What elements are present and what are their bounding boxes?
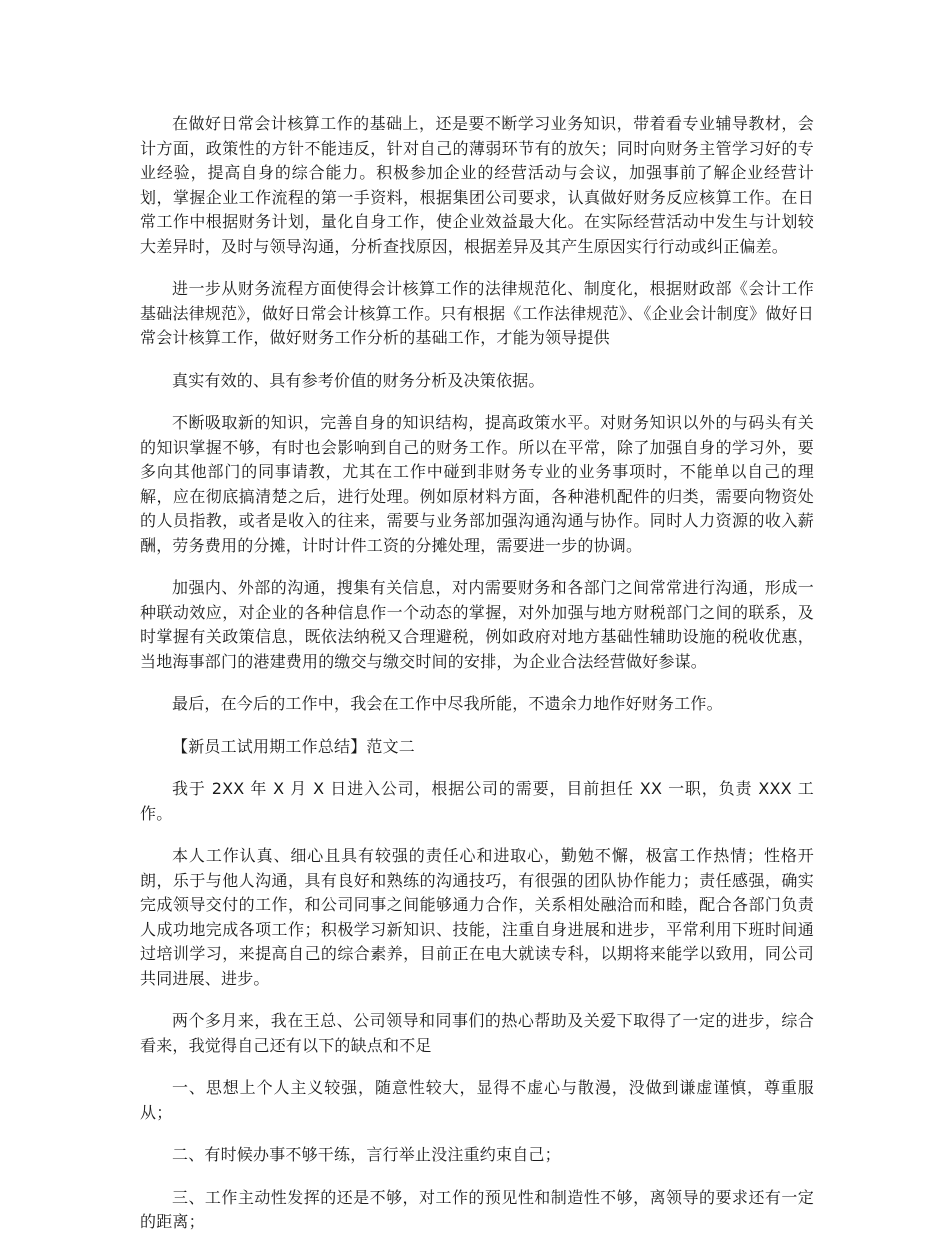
list-item-shortcoming-2: 二、有时候办事不够干练，言行举止没注重约束自己； [172,1145,561,1164]
paragraph-self-assessment: 本人工作认真、细心且具有较强的责任心和进取心，勤勉不懈，极富工作热情；性格开朗，乐于与他人沟通，具有良好和熟练的沟通技巧，有很强的团队协作能力；责任感强，确实完成领导交付的工作，和公司同事之间能够通力合作，关系相处融洽而和睦，配合各部门负责人成功地完成各项工作；积极学习新知识、技能，注重自身进展和进步，平常利用下班时间通过培训学习，来提高自己的综合素养，目前正在电大就读专科，以期将来能学以致用，同公司共同进展、进步。 [140,846,814,988]
paragraph-accounting-study: 在做好日常会计核算工作的基础上，还是要不断学习业务知识，带着看专业辅导教材，会计方面，政策性的方针不能违反，针对自己的薄弱环节有的放矢；同时向财务主管学习好的专业经验，提高自身的综合能力。积极参加企业的经营活动与会议，加强事前了解企业经营计划，掌握企业工作流程的第一手资料，根据集团公司要求，认真做好财务反应核算工作。在日常工作中根据财务计划，量化自身工作，使企业效益最大化。在实际经营活动中发生与计划较大差异时，及时与领导沟通，分析查找原因，根据差异及其产生原因实行行动或纠正偏差。 [140,114,814,256]
section-heading: 【新员工试用期工作总结】范文二 [172,736,416,756]
list-item-shortcoming-3: 三、工作主动性发挥的还是不够，对工作的预见性和制造性不够，离领导的要求还有一定的距离； [140,1187,814,1231]
paragraph-joining: 我于 2XX 年 X 月 X 日进入公司，根据公司的需要，目前担任 XX 一职，负责 XXX 工作。 [140,779,814,823]
paragraph-new-knowledge: 不断吸取新的知识，完善自身的知识结构，提高政策水平。对财务知识以外的与码头有关的知识掌握不够，有时也会影响到自己的财务工作。所以在平常，除了加强自身的学习外，要多向其他部门的同事请教，尤其在工作中碰到非财务专业的业务事项时，不能单以自己的理解，应在彻底搞清楚之后，进行处理。例如原材料方面，各种港机配件的归类，需要向物资处的人员指教，或者是收入的往来，需要与业务部加强沟通沟通与协作。同时人力资源的收入薪酬，劳务费用的分摊，计时计件工资的分摊处理，需要进一步的协调。 [140,413,814,555]
paragraph-decision-basis: 真实有效的、具有参考价值的财务分析及决策依据。 [172,370,545,390]
paragraph-communication: 加强内、外部的沟通，搜集有关信息，对内需要财务和各部门之间常常进行沟通，形成一种联动效应，对企业的各种信息作一个动态的掌握，对外加强与地方财税部门之间的联系，及时掌握有关政策信息，既依法纳税又合理避税，例如政府对地方基础性辅助设施的税收优惠，当地海事部门的港建费用的缴交与缴交时间的安排，为企业合法经营做好参谋。 [140,578,814,671]
paragraph-legal-standardization: 进一步从财务流程方面使得会计核算工作的法律规范化、制度化，根据财政部《会计工作基础法律规范》，做好日常会计核算工作。只有根据《工作法律规范》、《企业会计制度》做好日常会计核算工作，做好财务工作分析的基础工作，才能为领导提供 [140,279,814,347]
paragraph-conclusion: 最后，在今后的工作中，我会在工作中尽我所能，不遗余力地作好财务工作。 [172,694,723,713]
paragraph-progress: 两个多月来，我在王总、公司领导和同事们的热心帮助及关爱下取得了一定的进步，综合看来，我觉得自己还有以下的缺点和不足 [140,1011,814,1055]
list-item-shortcoming-1: 一、思想上个人主义较强，随意性较大，显得不虚心与散漫，没做到谦虚谨慎，尊重服从； [140,1078,814,1122]
document-body [140,112,814,1253]
